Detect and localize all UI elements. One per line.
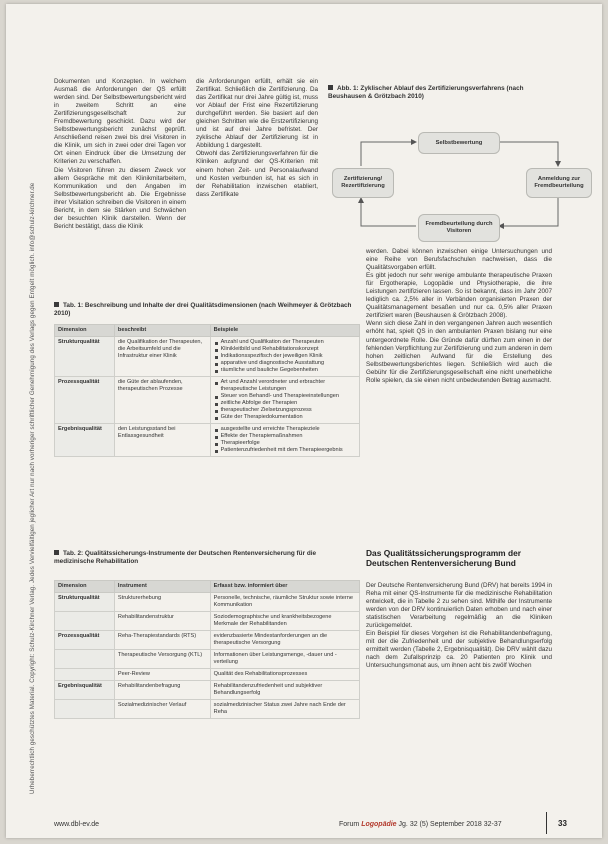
- body-column-2: [196, 78, 318, 199]
- dimension-cell: Ergebnisqualität: [55, 681, 115, 700]
- paragraph: werden. Dabei können inzwischen einige Untersuchungen und eine Reihe von Berufsfachschulen nachweisen, dass die Qualitätsvorgaben erfüllt.: [366, 248, 552, 272]
- example-item: therapeutischer Zielsetzungsprozess: [214, 407, 356, 414]
- example-item: zeitliche Abfolge der Therapien: [214, 400, 356, 407]
- table-row: [55, 424, 360, 457]
- info-cell: Rehabilitandenzufriedenheit und subjektiver Behandlungserfolg: [210, 681, 359, 700]
- examples-cell: [210, 337, 359, 377]
- table-row: [55, 337, 360, 377]
- footer-journal: [339, 821, 502, 828]
- square-bullet-icon: [328, 85, 333, 90]
- column-header: Instrument: [114, 581, 210, 593]
- dimension-cell: [55, 700, 115, 719]
- footer-url[interactable]: www.dbl-ev.de: [54, 821, 100, 828]
- table-row: [55, 650, 360, 669]
- info-cell: evidenzbasierte Mindestanforderungen an die therapeutische Versorgung: [210, 631, 359, 650]
- example-item: Therapieerfolge: [214, 440, 356, 447]
- instrument-cell: Reha-Therapiestandards (RTS): [114, 631, 210, 650]
- dimension-cell: [55, 650, 115, 669]
- step-certification: Zertifizierung/ Rezertifizierung: [332, 168, 394, 198]
- example-item: apparative und diagnostische Ausstattung: [214, 360, 356, 367]
- dimension-cell: Prozessqualität: [55, 631, 115, 650]
- table-row: [55, 377, 360, 424]
- description-cell: die Güte der ablaufenden, therapeutischen Prozesse: [114, 377, 210, 424]
- page-number: 33: [558, 819, 567, 828]
- example-item: Art und Anzahl verordneter und erbrachter therapeutische Leistungen: [214, 379, 356, 393]
- description-cell: den Leistungsstand bei Entlassgesundheit: [114, 424, 210, 457]
- table-row: [55, 631, 360, 650]
- example-item: Steuer von Behandl- und Therapieeinstellungen: [214, 393, 356, 400]
- step-external-assessment: Fremdbeurteilung durch Visitoren: [418, 214, 500, 242]
- example-item: Anzahl und Qualifikation der Therapeuten: [214, 339, 356, 346]
- cycle-diagram: [336, 126, 588, 244]
- copyright-side-note: Urheberrechtlich geschütztes Material. Copyright: Schulz-Kirchner Verlag. Jedes Vervielfältigen jeglicher Art nur nach vorheriger schriftlicher Genehmigung des Verlags gegen Entgelt möglich. info@schulz-kirchner.de: [29, 182, 36, 794]
- dimension-cell: Strukturqualität: [55, 337, 115, 377]
- description-cell: die Qualifikation der Therapeuten, die Arbeitsumfeld und die Infrastruktur einer Klinik: [114, 337, 210, 377]
- table-header-row: [55, 325, 360, 337]
- paragraph: Der Deutsche Rentenversicherung Bund (DRV) hat bereits 1994 in Reha mit einer QS-Instrumente für die medizinische Rehabilitation entwickelt, die in Tabelle 2 zu sehen sind. Mithilfe der Instrumente werden von der DRV kontinuierlich Daten erhoben und nach einer statistischen Verarbeitung regelmäßig an die Kliniken zurückgemeldet.: [366, 582, 552, 630]
- body-column-1: [54, 78, 186, 231]
- info-cell: Personelle, technische, räumliche Struktur sowie interne Kommunikation: [210, 593, 359, 612]
- instrument-cell: Strukturerhebung: [114, 593, 210, 612]
- instrument-cell: Rehabilitandenstruktur: [114, 612, 210, 631]
- dimension-cell: Prozessqualität: [55, 377, 115, 424]
- table-row: [55, 612, 360, 631]
- table-row: [55, 700, 360, 719]
- table-1: [54, 324, 360, 457]
- example-item: räumliche und bauliche Gegebenheiten: [214, 367, 356, 374]
- square-bullet-icon: [54, 302, 59, 307]
- journal-brand: Logopädie: [361, 821, 397, 828]
- table-row: [55, 669, 360, 681]
- table-row: [55, 681, 360, 700]
- body-column-3-continued: [366, 582, 552, 671]
- examples-cell: [210, 424, 359, 457]
- body-column-3: [366, 248, 552, 385]
- instrument-cell: Peer-Review: [114, 669, 210, 681]
- dimension-cell: [55, 612, 115, 631]
- journal-prefix: Forum: [339, 821, 360, 828]
- section-heading: Das Qualitätssicherungsprogramm der Deutschen Rentenversicherung Bund: [366, 548, 521, 568]
- example-item: Patientenzufriedenheit mit dem Therapieergebnis: [214, 447, 356, 454]
- paragraph: Wenn sich diese Zahl in den vergangenen Jahren auch wesentlich erhöht hat, spielt QS in den ambulanten Praxen bislang nur eine untergeordnete Rolle. Die Gründe dafür dürften zum einen in der fehlenden Verpflichtung zur Zertifizierung und zum anderen in dem hohen zeitlichen Aufwand für die Erstellung des Selbstbewertungsberichtes liegen. Schließlich wird auch die Gebühr für die Zertifizierungsgesellschaft eine nicht unerhebliche Rolle spielen, da sie einen nicht unbedeutenden Betrag ausmacht.: [366, 320, 552, 384]
- column-header: beschreibt: [114, 325, 210, 337]
- table-header-row: [55, 581, 360, 593]
- instrument-cell: Rehabilitandenbefragung: [114, 681, 210, 700]
- dimension-cell: Strukturqualität: [55, 593, 115, 612]
- column-header: Beispiele: [210, 325, 359, 337]
- dimension-cell: Ergebnisqualität: [55, 424, 115, 457]
- paragraph: Es gibt jedoch nur sehr wenige ambulante therapeutische Praxen für Ergotherapie, Logopädie und Physiotherapie, die ihre Leistungen zertifizieren lassen. So ist bekannt, dass im Jahr 2007 lediglich ca. 2,5% aller in Verbänden organisierten Praxen der Qualitätsmanagement besaßen und nur ca. 0,5% aller Praxen zertifiziert waren (Beushausen & Grötzbach 2008).: [366, 272, 552, 320]
- figure-1-title: Abb. 1: Zyklischer Ablauf des Zertifizierungsverfahrens (nach Beushausen & Grötzbach 2010): [328, 85, 524, 100]
- info-cell: sozialmedizinischer Status zwei Jahre nach Ende der Reha: [210, 700, 359, 719]
- step-registration: Anmeldung zur Fremdbeurteilung: [526, 168, 592, 198]
- info-cell: Qualität des Rehabilitationsprozesses: [210, 669, 359, 681]
- table-2: [54, 580, 360, 719]
- paragraph: Obwohl das Zertifizierungsverfahren für die Kliniken aufgrund der QS-Kriterien mit einem hohen Zeit- und Personalaufwand und Kosten verbunden ist, hat es sich in der Rehabilitation inzwischen etabliert, dass Zertifikate: [196, 150, 318, 198]
- info-cell: Informationen über Leistungsmenge, -dauer und -verteilung: [210, 650, 359, 669]
- example-item: ausgestellte und erreichte Therapieziele: [214, 426, 356, 433]
- example-item: Klinikleitbild und Rehabilitationskonzept: [214, 346, 356, 353]
- paragraph: Ein Beispiel für dieses Vorgehen ist die Rehabilitandenbefragung, mit der die Zufriedenheit und der subjektive Behandlungserfolg ermittelt werden (Tabelle 2, Ergebnisqualität). Die DRV wählt dazu nach dem Zufallsprinzip ca. 20 Patienten pro Klinik und Untersuchungsmonat aus, um ihnen acht bis zwölf Wochen: [366, 630, 552, 670]
- paragraph: die Anforderungen erfüllt, erhält sie ein Zertifikat. Schließlich die Zertifizierung. Da das Zertifikat nur drei Jahre gültig ist, muss vor Ablauf der Frist eine Rezertifizierung durchgeführt werden. Sie basiert auf den gleichen Schritten wie die Erstzertifizierung und ist auf drei Jahre befristet. Der zyklische Ablauf der Zertifizierung ist in Abbildung 1 dargestellt.: [196, 78, 318, 150]
- dimension-cell: [55, 669, 115, 681]
- table-2-title: Tab. 2: Qualitätssicherungs-Instrumente der Deutschen Rentenversicherung für die medizinische Rehabilitation: [54, 550, 317, 565]
- example-item: Indikationsspezifisch der jeweiligen Klinik: [214, 353, 356, 360]
- example-item: Güte der Therapiedokumentation: [214, 414, 356, 421]
- footer-divider: [546, 812, 547, 834]
- column-header: Erfasst bzw. informiert über: [210, 581, 359, 593]
- example-item: Effekte der Therapiemaßnahmen: [214, 433, 356, 440]
- table-1-title: Tab. 1: Beschreibung und Inhalte der drei Qualitätsdimensionen (nach Weihmeyer & Grötzbach 2010): [54, 302, 352, 317]
- instrument-cell: Therapeutische Versorgung (KTL): [114, 650, 210, 669]
- column-header: Dimension: [55, 581, 115, 593]
- journal-page: [6, 4, 602, 838]
- column-header: Dimension: [55, 325, 115, 337]
- instrument-cell: Sozialmedizinischer Verlauf: [114, 700, 210, 719]
- paragraph: Dokumenten und Konzepten. In welchem Ausmaß die Anforderungen der QS erfüllt werden sind. Der Selbstbewertungsbericht wird in zweitem Schritt an eine Zertifizierungsgesellschaft zur Fremdbewertung geschickt. Dazu wird der Selbstbewertungsbericht zunächst geprüft. Anschließend reisen zwei bis drei Visitoren in die Klinik, um sich in zwei oder drei Tagen vor Ort einen Eindruck über die Umsetzung der Kriterien zu verschaffen.: [54, 78, 186, 166]
- step-self-assessment: Selbstbewertung: [418, 132, 500, 154]
- info-cell: Soziodemographische und krankheitsbezogene Merkmale der Rehabilitanden: [210, 612, 359, 631]
- table-row: [55, 593, 360, 612]
- journal-issue: Jg. 32 (5) September 2018 32-37: [398, 821, 502, 828]
- paragraph: Die Visitoren führen zu diesem Zweck vor allem Gespräche mit den Klinikmitarbeitern, Kommunikation und den Angaben im Selbstbewertungsbericht ab. Die Ergebnisse ihrer Visitation schreiben die Visitoren in einem Bericht, in dem sie Stärken und Schwächen der besuchten Klinik darstellen. Wenn der Bericht bestätigt, dass die Klinik: [54, 166, 186, 230]
- square-bullet-icon: [54, 550, 59, 555]
- examples-cell: [210, 377, 359, 424]
